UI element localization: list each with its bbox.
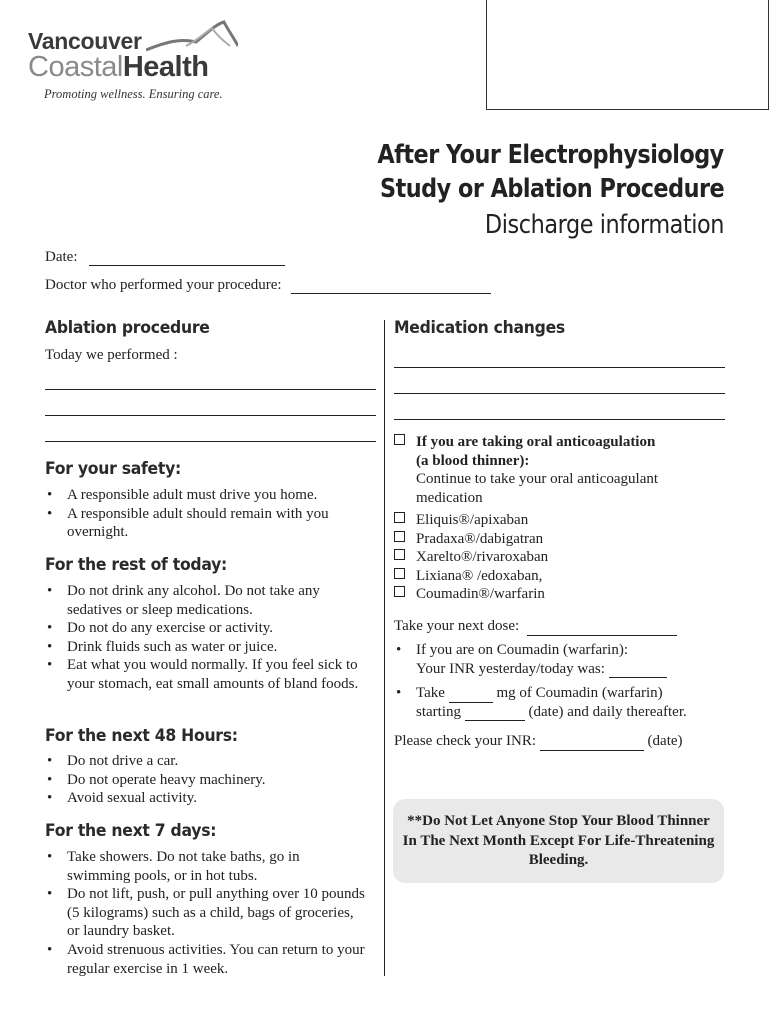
- page-title-line1: After Your Electrophysiology: [377, 140, 724, 170]
- list-item: • Do not operate heavy machinery.: [47, 771, 266, 788]
- safety-heading: For your safety:: [45, 459, 181, 479]
- date-field: [45, 249, 285, 266]
- next-dose-label: Take your next dose:: [394, 618, 520, 634]
- checkbox-icon[interactable]: [394, 512, 405, 523]
- date-blank[interactable]: [89, 251, 285, 266]
- inr-blank[interactable]: [609, 663, 667, 678]
- list-item: • A responsible adult should remain with you overnight.: [47, 505, 329, 541]
- page-subtitle: Discharge information: [484, 210, 724, 240]
- list-item: • Avoid sexual activity.: [47, 790, 197, 807]
- days7-list: [45, 848, 365, 978]
- column-divider: [384, 320, 385, 976]
- list-item: • Do not do any exercise or activity.: [47, 620, 274, 637]
- anticoag-title-2: (a blood thinner):: [416, 452, 530, 469]
- medication-options: [394, 511, 724, 604]
- list-item: • A responsible adult must drive you home.: [47, 487, 318, 503]
- check-inr-blank[interactable]: [540, 736, 644, 751]
- checkbox-icon[interactable]: [394, 549, 405, 560]
- med-option: Eliquis®/apixaban: [394, 511, 724, 530]
- safety-list: [45, 486, 365, 542]
- next-dose-blank[interactable]: [527, 621, 677, 636]
- logo-coastal-health: CoastalHealth: [28, 51, 209, 83]
- medication-heading: Medication changes: [394, 318, 565, 338]
- hours48-list: [45, 752, 365, 808]
- list-item: • Take mg of Coumadin (warfarin) starting (date) and daily thereafter.: [396, 685, 687, 720]
- vch-logo: [28, 20, 258, 104]
- date-label: Date:: [45, 249, 78, 265]
- warning-callout-text: **Do Not Let Anyone Stop Your Blood Thinner In The Next Month Except For Life-Threatening Bleeding.: [402, 813, 715, 868]
- check-inr-field: [394, 732, 683, 751]
- list-item: • Eat what you would normally. If you feel sick to your stomach, eat small amounts of bland foods.: [47, 657, 359, 692]
- next-dose-field: [394, 617, 677, 636]
- today-heading: For the rest of today:: [45, 555, 228, 575]
- list-item: • Do not lift, push, or pull anything over 10 pounds (5 kilograms) such as a child, bags of groceries, or laundry basket.: [47, 886, 365, 940]
- starting-date-blank[interactable]: [465, 706, 525, 721]
- med-option: Pradaxa®/dabigatran: [394, 530, 724, 549]
- hours48-heading: For the next 48 Hours:: [45, 726, 238, 746]
- checkbox-icon[interactable]: [394, 568, 405, 579]
- check-inr-label: Please check your INR:: [394, 733, 537, 749]
- medication-blank-1[interactable]: [394, 367, 725, 368]
- med-option: Coumadin®/warfarin: [394, 585, 724, 604]
- take-mg-blank[interactable]: [449, 688, 493, 703]
- ablation-blank-1[interactable]: [45, 389, 376, 390]
- mountain-logo-icon: [146, 20, 238, 54]
- ablation-intro: Today we performed :: [45, 347, 178, 363]
- check-inr-tail: (date): [647, 733, 683, 749]
- doctor-label: Doctor who performed your procedure:: [45, 277, 282, 293]
- checkbox-icon[interactable]: [394, 586, 405, 597]
- medication-blank-3[interactable]: [394, 419, 725, 420]
- anticoag-body: Continue to take your oral anticoagulant medication: [416, 471, 659, 506]
- page-title-line2: Study or Ablation Procedure: [379, 174, 724, 204]
- coumadin-list: [394, 641, 729, 721]
- med-option: Xarelto®/rivaroxaban: [394, 548, 724, 567]
- today-list: [45, 582, 365, 694]
- logo-vancouver: Vancouver: [28, 28, 142, 54]
- list-item: • Do not drive a car.: [47, 753, 179, 769]
- list-item: • Avoid strenuous activities. You can return to your regular exercise in 1 week.: [47, 941, 365, 977]
- doctor-field: [45, 277, 491, 294]
- ablation-heading: Ablation procedure: [45, 318, 210, 338]
- anticoag-block: [394, 433, 724, 507]
- med-option: Lixiana® /edoxaban,: [394, 567, 724, 586]
- ablation-blank-2[interactable]: [45, 415, 376, 416]
- list-item: • Do not drink any alcohol. Do not take any sedatives or sleep medications.: [47, 583, 320, 618]
- days7-heading: For the next 7 days:: [45, 821, 217, 841]
- logo-tagline: Promoting wellness. Ensuring care.: [44, 87, 223, 101]
- list-item: • If you are on Coumadin (warfarin): Your INR yesterday/today was:: [394, 641, 729, 678]
- list-item: • Take showers. Do not take baths, go in swimming pools, or in hot tubs.: [47, 849, 300, 884]
- doctor-blank[interactable]: [291, 279, 491, 294]
- ablation-blank-3[interactable]: [45, 441, 376, 442]
- anticoag-checkbox[interactable]: [394, 434, 405, 445]
- checkbox-icon[interactable]: [394, 531, 405, 542]
- patient-label-box: [486, 0, 769, 110]
- medication-blank-2[interactable]: [394, 393, 725, 394]
- list-item: • Drink fluids such as water or juice.: [47, 638, 278, 655]
- anticoag-title: If you are taking oral anticoagulation: [416, 434, 656, 450]
